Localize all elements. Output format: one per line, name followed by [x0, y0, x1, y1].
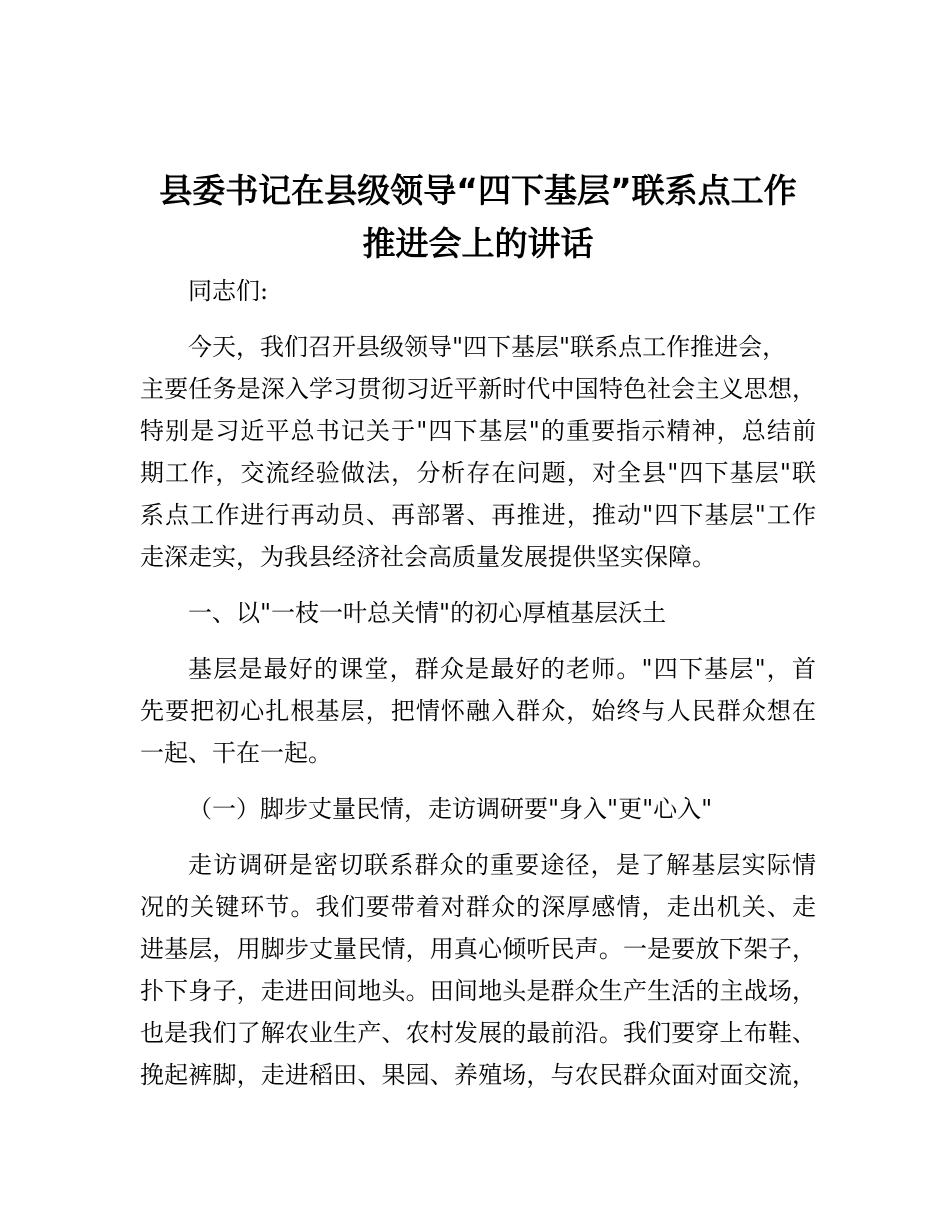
- title-line-1: 县委书记在县级领导“四下基层”联系点工作: [159, 171, 797, 210]
- paragraph-section-intro: [140, 648, 816, 774]
- paragraph-section-heading: [140, 592, 816, 634]
- text-line: 况的关键环节。我们要带着对群众的深厚感情，走出机关、走: [140, 893, 816, 921]
- paragraph-salutation: [140, 270, 816, 312]
- title-line-2: 推进会上的讲话: [362, 224, 594, 263]
- paragraph-opening: [140, 326, 816, 578]
- text-line: 扑下身子，走进田间地头。田间地头是群众生产生活的主战场，: [140, 977, 816, 1005]
- text-line: 一起、干在一起。: [140, 739, 332, 767]
- text-line: 先要把初心扎根基层，把情怀融入群众，始终与人民群众想在: [140, 697, 816, 725]
- text-line: 一、以"一枝一叶总关情"的初心厚植基层沃土: [188, 599, 667, 627]
- text-line: 走深走实，为我县经济社会高质量发展提供坚实保障。: [140, 543, 716, 571]
- text-line: 基层是最好的课堂，群众是最好的老师。"四下基层"，首: [188, 655, 816, 683]
- paragraph-subsection-body: [140, 844, 816, 1096]
- text-line: 挽起裤脚，走进稻田、果园、养殖场，与农民群众面对面交流，: [140, 1061, 816, 1089]
- text-line: 系点工作进行再动员、再部署、再推进，推动"四下基层"工作: [140, 501, 816, 529]
- text-line: 进基层，用脚步丈量民情，用真心倾听民声。一是要放下架子，: [140, 935, 816, 963]
- text-line: 今天，我们召开县级领导"四下基层"联系点工作推进会，: [188, 333, 787, 361]
- text-line: 也是我们了解农业生产、农村发展的最前沿。我们要穿上布鞋、: [140, 1019, 816, 1047]
- text-line: 同志们:: [188, 277, 269, 305]
- text-line: 特别是习近平总书记关于"四下基层"的重要指示精神，总结前: [140, 417, 816, 445]
- text-line: （一）脚步丈量民情，走访调研要"身入"更"心入": [188, 795, 713, 823]
- paragraph-subsection-heading: [140, 788, 816, 830]
- text-line: 期工作，交流经验做法，分析存在问题，对全县"四下基层"联: [140, 459, 816, 487]
- text-line: 走访调研是密切联系群众的重要途径，是了解基层实际情: [188, 851, 816, 879]
- document-title: [140, 164, 816, 270]
- text-line: 主要任务是深入学习贯彻习近平新时代中国特色社会主义思想，: [140, 375, 816, 403]
